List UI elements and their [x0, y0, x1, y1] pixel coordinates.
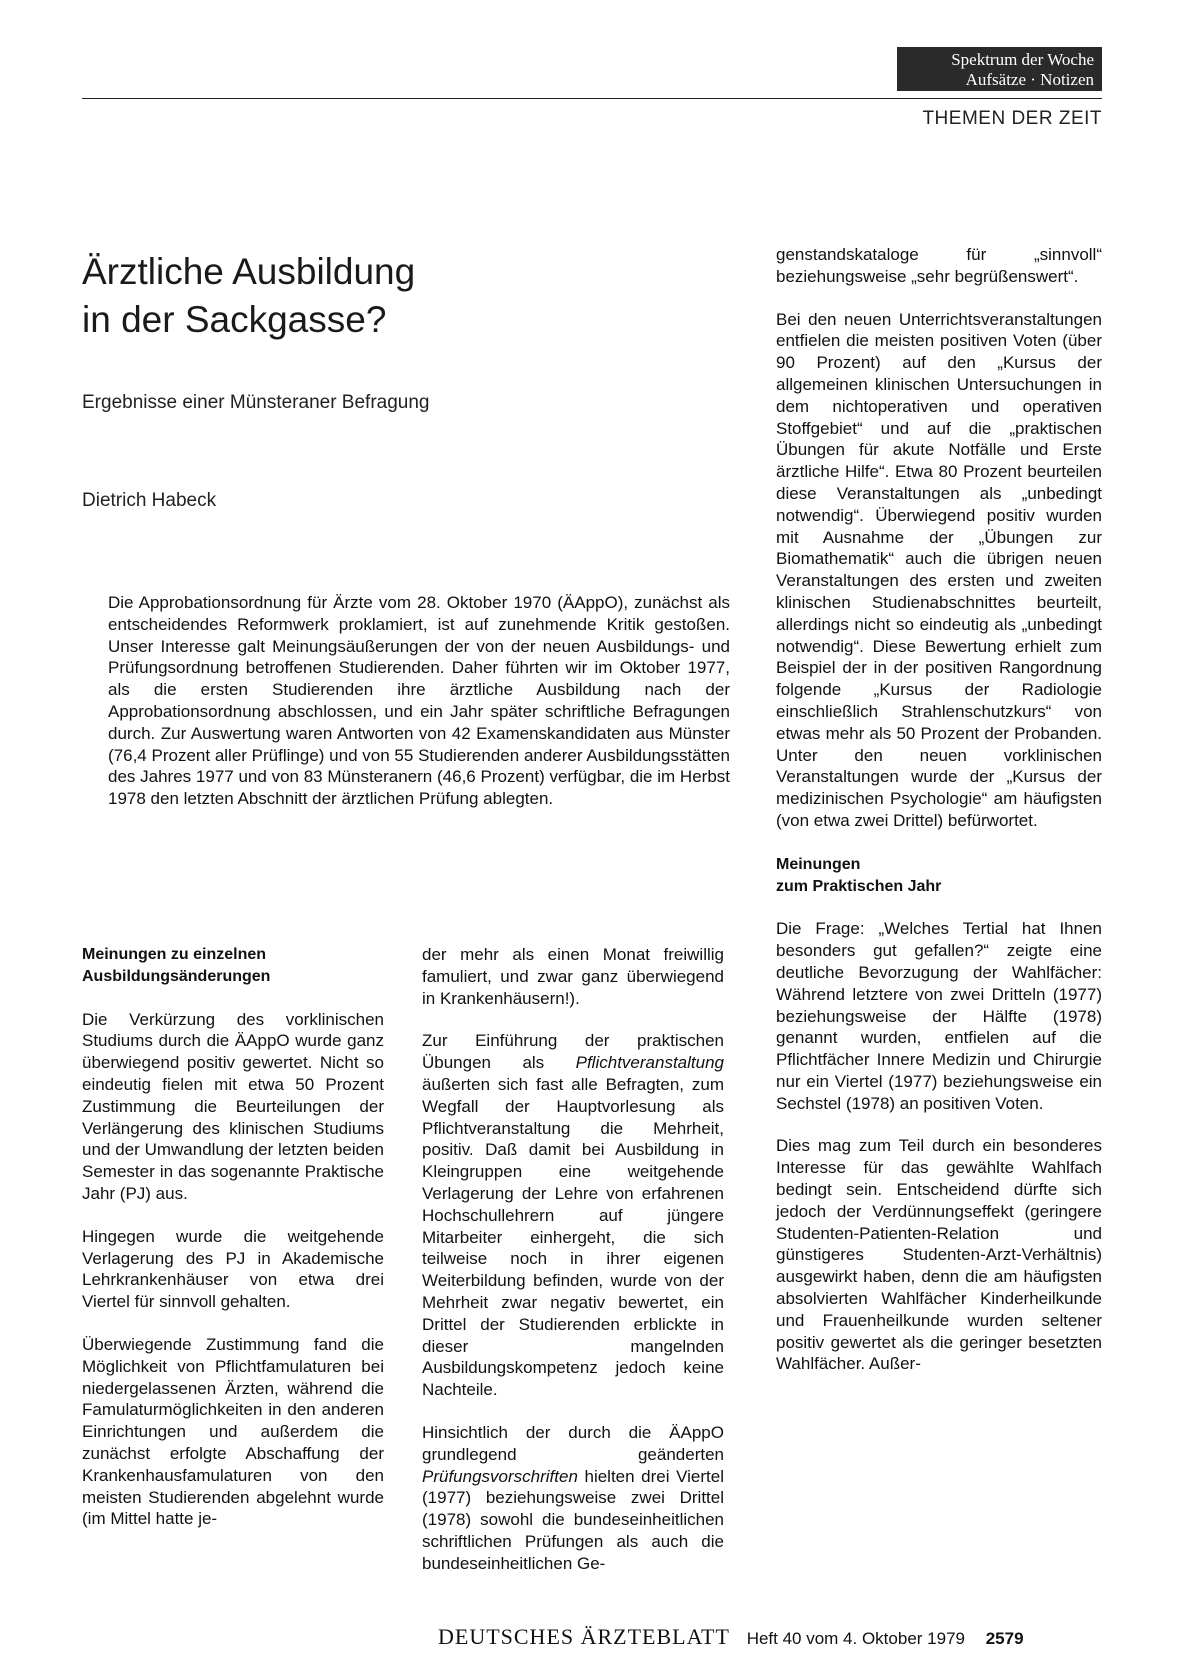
paragraph: Bei den neuen Unterrichtsveranstaltungen entfielen die meisten positiven Voten (über 90 Prozent) auf den „Kursus der allgemeinen klinischen Untersuchungen in dem nichtoperativen und operativen Stoffgebiet“ und auf die „praktischen Übungen für akute Notfälle und Erste ärztliche Hilfe“. Etwa 80 Prozent beurteilen diese Veranstaltungen als „unbedingt notwendig“. Überwiegend positiv wurden mit Ausnahme der „Übungen zur Biomathematik“ auch die übrigen neuen Veranstaltungen des ersten und zweiten klinischen Studienabschnittes beurteilt, allerdings nicht so eindeutig als „unbedingt notwendig“. Diese Bewertung erhielt zum Beispiel der in der positiven Rangordnung folgende „Kursus der Radiologie einschließlich Strahlenschutzkurs“ von etwas mehr als 50 Prozent der Probanden. Unter den neuen vorklinischen Veranstaltungen wurde der „Kursus der medizinischen Psychologie“ am häufigsten (von etwa zwei Drittel) befürwortet.: [776, 309, 1102, 830]
page-number: 2579: [985, 1629, 1024, 1648]
paragraph: [422, 1422, 724, 1575]
title-line-1: Ärztliche Ausbildung: [82, 251, 416, 292]
badge-line-1: Spektrum der Woche: [951, 50, 1094, 69]
paragraph: genstandskataloge für „sinnvoll“ beziehungsweise „sehr begrüßenswert“.: [776, 245, 1102, 286]
paragraph: Die Frage: „Welches Tertial hat Ihnen besonders gut gefallen?“ zeigte eine deutliche Bevorzugung der Wahlfächer: Während letztere von zwei Dritteln (1977) beziehungsweise der Hälfte (1978) genannt wurden, entfielen auf die Pflichtfächer Innere Medizin und Chirurgie nur ein Viertel (1977) beziehungsweise ein Sechstel (1978) an positiven Voten.: [776, 919, 1102, 1113]
paragraph: [422, 1030, 724, 1401]
article-author: Dietrich Habeck: [82, 490, 217, 511]
column-1: [82, 944, 384, 1551]
article-title: [82, 248, 682, 344]
column-2: [422, 944, 724, 1596]
section-badge: [897, 47, 1102, 91]
page-footer: [438, 1624, 1024, 1650]
column-3: [776, 244, 1102, 1396]
text-run: äußerten sich fast alle Befragten, zum Wegfall der Hauptvorlesung als Pflichtveranstaltung die Mehrheit, positiv. Daß damit bei Ausbildung in Kleingruppen eine weitgehende Verlagerung der Lehre von erfahrenen Hochschullehrern auf jüngere Mitarbeiter einhergeht, die sich teilweise noch in ihrer eigenen Weiterbildung befinden, wurde von der Mehrheit zwar negativ bewertet, ein Drittel der Studierenden erblickte in dieser mangelnden Ausbildungskompetenz jedoch keine Nachteile.: [422, 1074, 724, 1400]
paragraph: der mehr als einen Monat freiwillig famuliert, und zwar ganz überwiegend in Krankenhäusern!).: [422, 945, 724, 1008]
emphasis-pflichtveranstaltung: Pflichtveranstaltung: [575, 1053, 724, 1073]
badge-line-2: Aufsätze · Notizen: [965, 70, 1094, 89]
header-rule: [82, 98, 1102, 99]
text-run: Hinsichtlich der durch die ÄAppO grundlegend geänderten: [422, 1422, 724, 1464]
paragraph: Hingegen wurde die weitgehende Verlagerung des PJ in Akademische Lehrkrankenhäuser von etwa drei Viertel für sinnvoll gehalten.: [82, 1226, 384, 1312]
heading-line-1: Meinungen zu einzelnen: [82, 946, 267, 963]
section-label: THEMEN DER ZEIT: [922, 108, 1102, 129]
text-run: hielten drei Viertel (1977) beziehungsweise zwei Drittel (1978) sowohl die bundeseinheitlichen schriftlichen Prüfungen als auch die bundeseinheitlichen Ge-: [422, 1466, 724, 1573]
issue-info: Heft 40 vom 4. Oktober 1979: [746, 1629, 965, 1648]
heading-line-2: Ausbildungsänderungen: [82, 967, 271, 985]
heading-line-2: zum Praktischen Jahr: [776, 877, 942, 895]
article-subtitle: Ergebnisse einer Münsteraner Befragung: [82, 392, 430, 413]
journal-name: DEUTSCHES ÄRZTEBLATT: [438, 1624, 730, 1649]
heading-line-1: Meinungen: [776, 855, 861, 873]
paragraph: Dies mag zum Teil durch ein besonderes Interesse für das gewählte Wahlfach bedingt sein. Entscheidend dürfte sich jedoch der Verdünnungseffekt (geringere Studenten-Patienten-Relation und günstigeres Studenten-Arzt-Verhältnis) ausgewirkt haben, denn die am häufigsten absolvierten Wahlfächer Kinderheilkunde und Frauenheilkunde wurden seltener positiv gewertet als die geringer besetzten Wahlfächer. Außer-: [776, 1136, 1102, 1374]
paragraph: Die Verkürzung des vorklinischen Studiums durch die ÄAppO wurde ganz überwiegend positiv gewertet. Nicht so eindeutig fielen mit etwa 50 Prozent Zustimmung die Beurteilungen der Verlängerung des klinischen Studiums und der Umwandlung der letzten beiden Semester in das sogenannte Praktische Jahr (PJ) aus.: [82, 1009, 384, 1203]
emphasis-pruefungsvorschriften: Prüfungsvorschriften: [422, 1466, 578, 1486]
text-run: Zur Einführung der praktischen Übungen als: [422, 1031, 724, 1073]
title-line-2: in der Sackgasse?: [82, 299, 387, 340]
article-abstract: Die Approbationsordnung für Ärzte vom 28. Oktober 1970 (ÄAppO), zunächst als entscheidendes Reformwerk proklamiert, ist auf zunehmende Kritik gestoßen. Unser Interesse galt Meinungsäußerungen der von der neuen Ausbildungs- und Prüfungsordnung betroffenen Studierenden. Daher führten wir im Oktober 1977, als die ersten Studierenden ihre ärztliche Ausbildung nach der Approbationsordnung abschlossen, und ein Jahr später schriftliche Befragungen durch. Zur Auswertung waren Antworten von 42 Examenskandidaten aus Münster (76,4 Prozent aller Prüflinge) und von 55 Studierenden anderer Ausbildungsstätten des Jahres 1977 und von 83 Münsteranern (46,6 Prozent) verfügbar, die im Herbst 1978 den letzten Abschnitt der ärztlichen Prüfung ablegten.: [108, 593, 730, 809]
heading-praktisches-jahr: [776, 854, 1102, 898]
heading-ausbildungsaenderungen: [82, 944, 384, 988]
paragraph: Überwiegende Zustimmung fand die Möglichkeit von Pflichtfamulaturen bei niedergelassenen Ärzten, während die Famulaturmöglichkeiten in den anderen Einrichtungen und außerdem die zunächst erfolgte Abschaffung der Krankenhausfamulaturen von den meisten Studierenden abgelehnt wurde (im Mittel hatte je-: [82, 1334, 384, 1529]
